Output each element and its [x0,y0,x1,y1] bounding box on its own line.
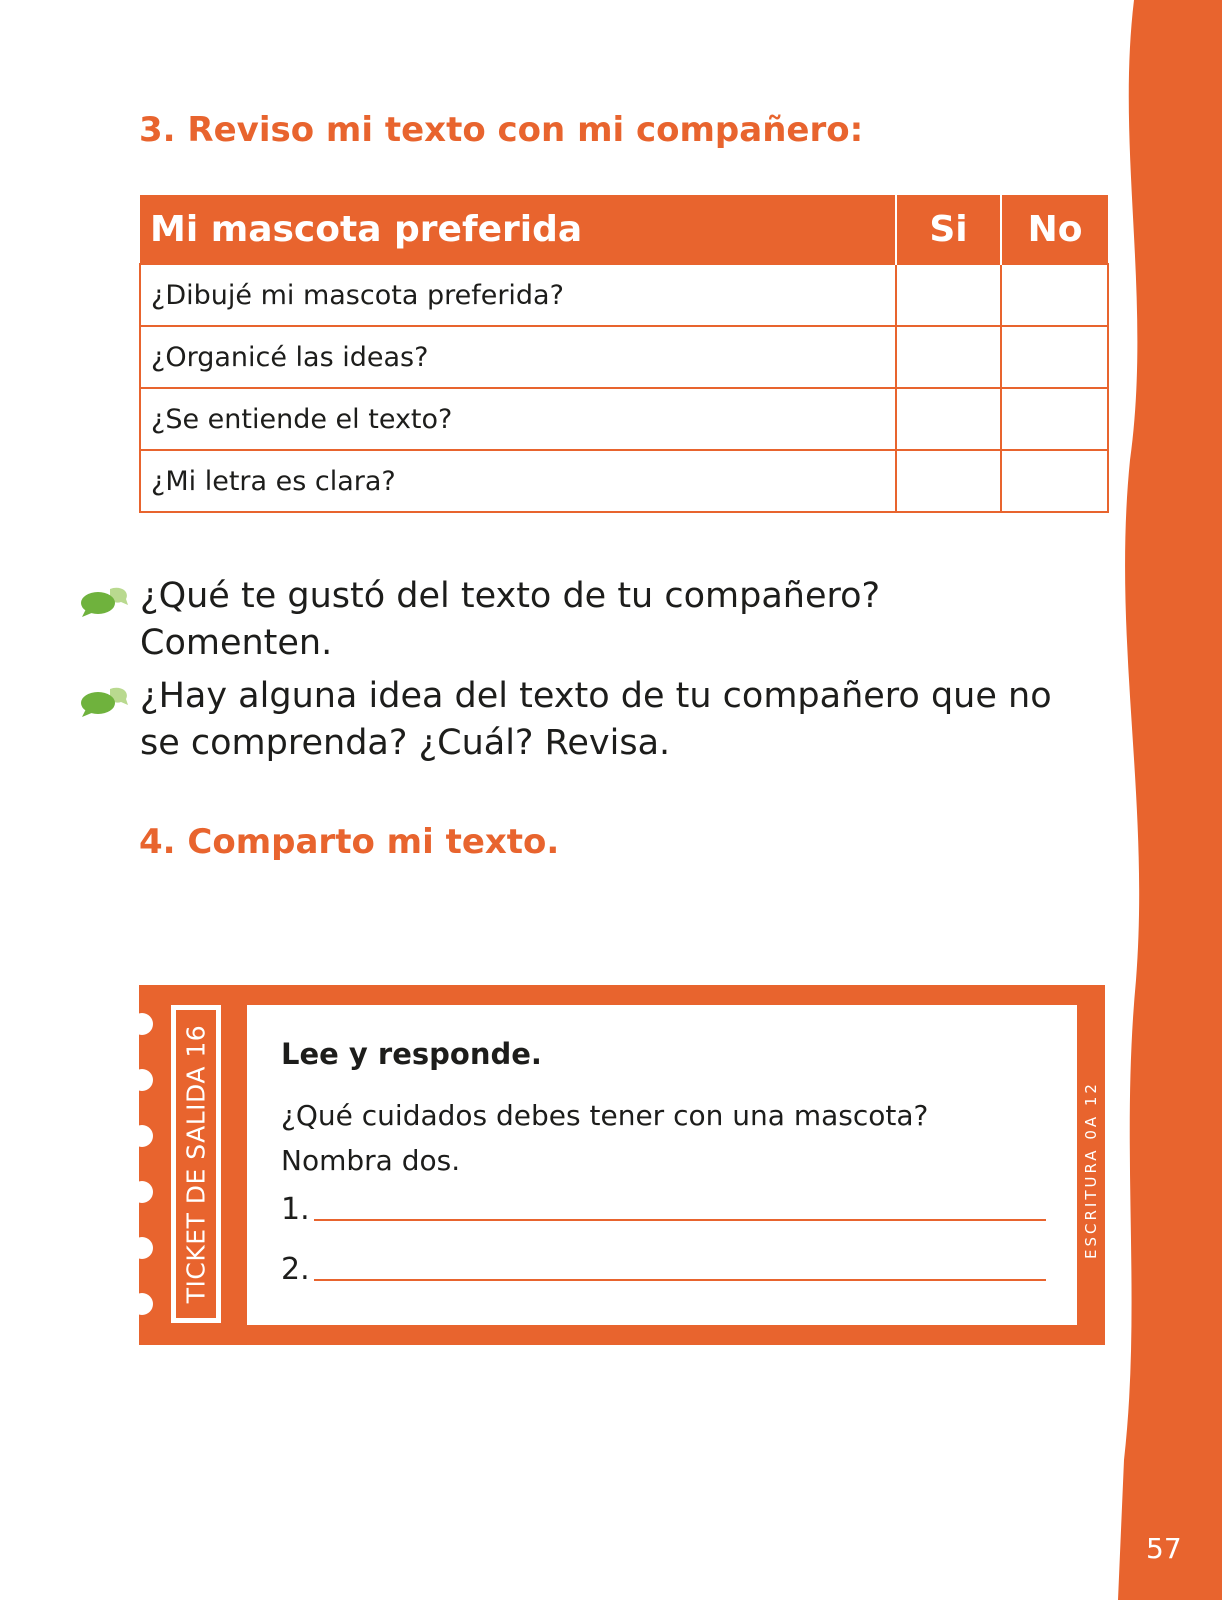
column-header-no: No [1001,195,1108,264]
ticket-side-label: ESCRITURA 0A 12 [1082,1081,1100,1259]
answer-row-2 [281,1245,1046,1287]
table-row [140,388,1108,450]
ticket-notch [131,1293,153,1315]
review-checklist-table [139,195,1109,513]
answer-number: 1. [281,1192,310,1227]
section-title-review: 3. Reviso mi texto con mi compañero: [139,110,864,150]
yes-checkbox-cell[interactable] [896,264,1001,326]
ticket-question: ¿Qué cuidados debes tener con una mascota? Nombra dos. [281,1099,929,1177]
no-checkbox-cell[interactable] [1001,450,1108,512]
yes-checkbox-cell[interactable] [896,450,1001,512]
no-checkbox-cell[interactable] [1001,264,1108,326]
exit-ticket [139,985,1105,1345]
ticket-notch [131,1013,153,1035]
table-row [140,450,1108,512]
ticket-notch [131,1181,153,1203]
column-header-criteria: Mi mascota preferida [140,195,896,264]
answer-row-1 [281,1185,1046,1227]
criteria-cell: ¿Dibujé mi mascota preferida? [140,264,896,326]
column-header-yes: Si [896,195,1001,264]
prompt-text: ¿Qué te gustó del texto de tu compañero? Comenten. [140,576,881,663]
ticket-body [247,1005,1077,1325]
table-header-row [140,195,1108,264]
yes-checkbox-cell[interactable] [896,388,1001,450]
discussion-prompt-2 [80,673,1060,767]
ticket-notch [131,1125,153,1147]
prompt-text: ¿Hay alguna idea del texto de tu compañero que no se comprenda? ¿Cuál? Revisa. [140,676,1052,763]
yes-checkbox-cell[interactable] [896,326,1001,388]
ticket-notch [131,1069,153,1091]
criteria-cell: ¿Mi letra es clara? [140,450,896,512]
table-row [140,264,1108,326]
section-title-share: 4. Comparto mi texto. [139,822,560,862]
orange-page-edge [1112,0,1222,1600]
discussion-prompt-1 [80,573,1060,667]
answer-line[interactable] [314,1218,1046,1221]
no-checkbox-cell[interactable] [1001,388,1108,450]
page-number: 57 [1146,1532,1182,1565]
criteria-cell: ¿Organicé las ideas? [140,326,896,388]
ticket-notch [131,1237,153,1259]
speech-bubbles-icon [80,583,130,619]
answer-number: 2. [281,1252,310,1287]
ticket-heading: Lee y responde. [281,1037,542,1071]
ticket-stub [171,1005,221,1323]
criteria-cell: ¿Se entiende el texto? [140,388,896,450]
answer-line[interactable] [314,1278,1046,1281]
speech-bubbles-icon [80,683,130,719]
ticket-stub-label: TICKET DE SALIDA 16 [181,1024,211,1304]
table-row [140,326,1108,388]
no-checkbox-cell[interactable] [1001,326,1108,388]
